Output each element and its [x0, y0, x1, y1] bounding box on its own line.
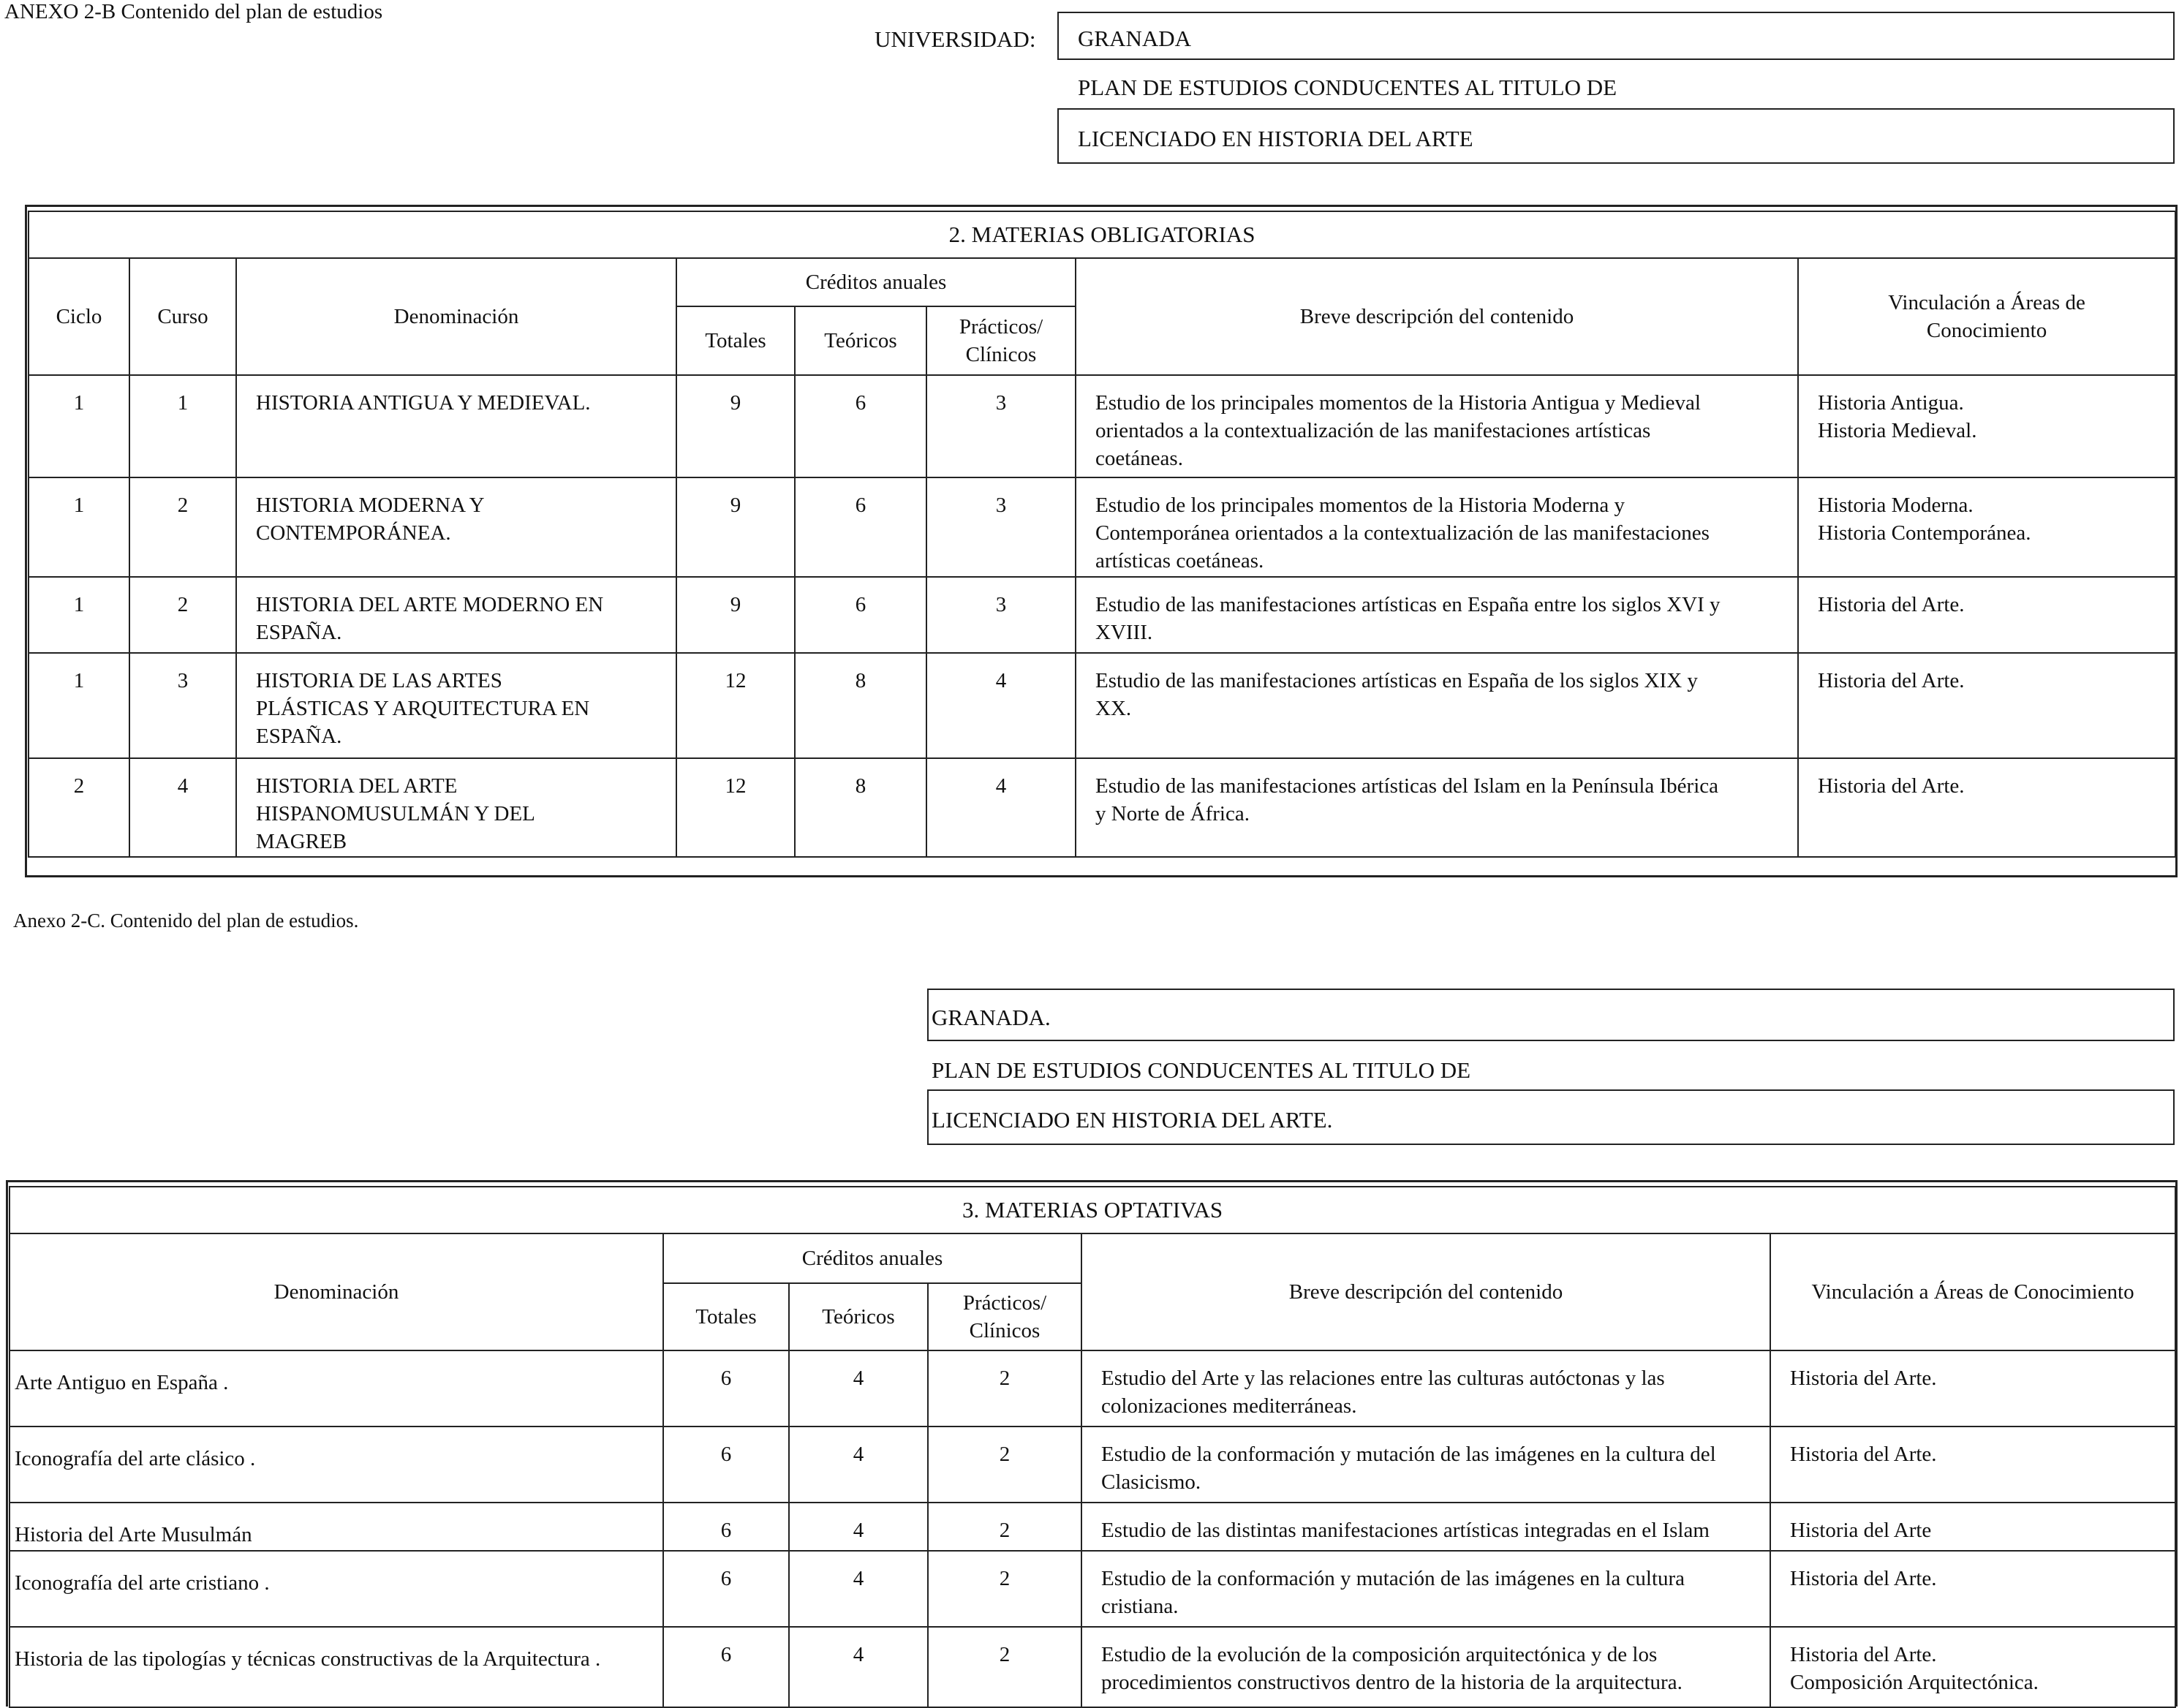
opt-descripcion-cell: Estudio de la evolución de la composición arquitectónica y de los procedimientos constructivos dentro de la historia de la arquitectura.	[1081, 1627, 1770, 1707]
opt-totales-cell: 6	[663, 1503, 789, 1551]
table-row	[10, 1551, 2175, 1627]
areas-cell: Historia del Arte.	[1798, 577, 2175, 653]
header-totales: Totales	[676, 306, 795, 375]
teoricos-cell: 6	[795, 477, 926, 577]
table-row	[10, 1627, 2175, 1707]
header-denominacion: Denominación	[236, 258, 676, 375]
table-row	[29, 477, 2175, 577]
header-practicos: Prácticos/ Clínicos	[926, 306, 1076, 375]
opt-teoricos-cell: 4	[789, 1503, 928, 1551]
curso-cell: 2	[129, 477, 236, 577]
practicos-cell: 3	[926, 477, 1076, 577]
descripcion-cell: Estudio de los principales momentos de la Historia Antigua y Medieval orientados a la contextualización de las manifestaciones artísticas coetáneas.	[1076, 375, 1798, 477]
university-label: UNIVERSIDAD:	[875, 26, 1036, 52]
teoricos-cell: 8	[795, 758, 926, 857]
opt-totales-cell: 6	[663, 1627, 789, 1707]
header-vinculacion: Vinculación a Áreas de Conocimiento	[1798, 258, 2175, 375]
totales-cell: 9	[676, 375, 795, 477]
opt-denominacion-cell: Historia de las tipologías y técnicas constructivas de la Arquitectura .	[10, 1627, 663, 1707]
teoricos-cell: 8	[795, 653, 926, 758]
opt-descripcion-cell: Estudio de la conformación y mutación de las imágenes en la cultura del Clasicismo.	[1081, 1427, 1770, 1503]
opt-practicos-cell: 2	[928, 1627, 1081, 1707]
header-teoricos: Teóricos	[795, 306, 926, 375]
university-c-box	[927, 989, 2175, 1041]
denominacion-cell: HISTORIA DEL ARTE HISPANOMUSULMÁN Y DEL MAGREB	[236, 758, 676, 857]
opt-areas-cell: Historia del Arte	[1770, 1503, 2175, 1551]
totales-cell: 9	[676, 577, 795, 653]
curso-cell: 4	[129, 758, 236, 857]
obligatorias-table	[28, 211, 2176, 858]
opt-teoricos-cell: 4	[789, 1627, 928, 1707]
descripcion-cell: Estudio de los principales momentos de la Historia Moderna y Contemporánea orientados a la contextualización de las manifestaciones artísticas coetáneas.	[1076, 477, 1798, 577]
table-row	[29, 758, 2175, 857]
totales-cell: 12	[676, 653, 795, 758]
practicos-cell: 3	[926, 577, 1076, 653]
opt-header-creditos: Créditos anuales	[663, 1233, 1081, 1283]
annex-c-heading: Anexo 2-C. Contenido del plan de estudios.	[13, 910, 359, 932]
practicos-cell: 4	[926, 758, 1076, 857]
degree-value: LICENCIADO EN HISTORIA DEL ARTE	[1078, 126, 1473, 151]
opt-practicos-cell: 2	[928, 1503, 1081, 1551]
opt-descripcion-cell: Estudio de la conformación y mutación de las imágenes en la cultura cristiana.	[1081, 1551, 1770, 1627]
denominacion-cell: HISTORIA MODERNA Y CONTEMPORÁNEA.	[236, 477, 676, 577]
opt-teoricos-cell: 4	[789, 1350, 928, 1427]
plan-c-label: PLAN DE ESTUDIOS CONDUCENTES AL TITULO DE	[932, 1057, 1471, 1083]
header-descripcion: Breve descripción del contenido	[1076, 258, 1798, 375]
areas-cell: Historia Antigua. Historia Medieval.	[1798, 375, 2175, 477]
opt-header-practicos: Prácticos/ Clínicos	[928, 1283, 1081, 1350]
ciclo-cell: 1	[29, 375, 129, 477]
opt-denominacion-cell: Arte Antiguo en España .	[10, 1350, 663, 1427]
opt-header-vinculacion: Vinculación a Áreas de Conocimiento	[1770, 1233, 2175, 1350]
denominacion-cell: HISTORIA DEL ARTE MODERNO EN ESPAÑA.	[236, 577, 676, 653]
degree-c-value: LICENCIADO EN HISTORIA DEL ARTE.	[932, 1107, 1333, 1133]
university-c-value: GRANADA.	[932, 1005, 1051, 1030]
opt-header-totales: Totales	[663, 1283, 789, 1350]
areas-cell: Historia Moderna. Historia Contemporánea.	[1798, 477, 2175, 577]
table-row	[29, 653, 2175, 758]
practicos-cell: 3	[926, 375, 1076, 477]
header-creditos: Créditos anuales	[676, 258, 1076, 306]
opt-totales-cell: 6	[663, 1551, 789, 1627]
opt-areas-cell: Historia del Arte.	[1770, 1551, 2175, 1627]
opt-header-descripcion: Breve descripción del contenido	[1081, 1233, 1770, 1350]
ciclo-cell: 1	[29, 477, 129, 577]
opt-areas-cell: Historia del Arte. Composición Arquitectónica.	[1770, 1627, 2175, 1707]
header-ciclo: Ciclo	[29, 258, 129, 375]
table-row	[29, 577, 2175, 653]
curso-cell: 1	[129, 375, 236, 477]
denominacion-cell: HISTORIA ANTIGUA Y MEDIEVAL.	[236, 375, 676, 477]
plan-label: PLAN DE ESTUDIOS CONDUCENTES AL TITULO DE	[1078, 75, 1617, 100]
opt-teoricos-cell: 4	[789, 1551, 928, 1627]
teoricos-cell: 6	[795, 375, 926, 477]
opt-denominacion-cell: Iconografía del arte cristiano .	[10, 1551, 663, 1627]
opt-descripcion-cell: Estudio de las distintas manifestaciones artísticas integradas en el Islam	[1081, 1503, 1770, 1551]
curso-cell: 3	[129, 653, 236, 758]
table-row	[10, 1350, 2175, 1427]
totales-cell: 12	[676, 758, 795, 857]
descripcion-cell: Estudio de las manifestaciones artísticas en España de los siglos XIX y XX.	[1076, 653, 1798, 758]
areas-cell: Historia del Arte.	[1798, 653, 2175, 758]
table-row	[10, 1503, 2175, 1551]
totales-cell: 9	[676, 477, 795, 577]
opt-header-teoricos: Teóricos	[789, 1283, 928, 1350]
university-box	[1057, 12, 2175, 60]
optativas-title: 3. MATERIAS OPTATIVAS	[10, 1187, 2175, 1233]
opt-practicos-cell: 2	[928, 1350, 1081, 1427]
opt-areas-cell: Historia del Arte.	[1770, 1427, 2175, 1503]
opt-practicos-cell: 2	[928, 1551, 1081, 1627]
opt-totales-cell: 6	[663, 1427, 789, 1503]
opt-header-denominacion: Denominación	[10, 1233, 663, 1350]
ciclo-cell: 1	[29, 577, 129, 653]
opt-denominacion-cell: Historia del Arte Musulmán	[10, 1503, 663, 1551]
degree-box	[1057, 108, 2175, 164]
annex-b-heading: ANEXO 2-B Contenido del plan de estudios	[4, 0, 383, 23]
university-value: GRANADA	[1078, 26, 1191, 51]
ciclo-cell: 1	[29, 653, 129, 758]
obligatorias-title: 2. MATERIAS OBLIGATORIAS	[29, 211, 2175, 258]
descripcion-cell: Estudio de las manifestaciones artísticas del Islam en la Península Ibérica y Norte de África.	[1076, 758, 1798, 857]
opt-denominacion-cell: Iconografía del arte clásico .	[10, 1427, 663, 1503]
opt-practicos-cell: 2	[928, 1427, 1081, 1503]
opt-areas-cell: Historia del Arte.	[1770, 1350, 2175, 1427]
optativas-table	[9, 1186, 2176, 1708]
descripcion-cell: Estudio de las manifestaciones artísticas en España entre los siglos XVI y XVIII.	[1076, 577, 1798, 653]
practicos-cell: 4	[926, 653, 1076, 758]
teoricos-cell: 6	[795, 577, 926, 653]
header-curso: Curso	[129, 258, 236, 375]
ciclo-cell: 2	[29, 758, 129, 857]
areas-cell: Historia del Arte.	[1798, 758, 2175, 857]
table-row	[29, 375, 2175, 477]
degree-c-box	[927, 1089, 2175, 1145]
opt-descripcion-cell: Estudio del Arte y las relaciones entre las culturas autóctonas y las colonizaciones mediterráneas.	[1081, 1350, 1770, 1427]
opt-totales-cell: 6	[663, 1350, 789, 1427]
denominacion-cell: HISTORIA DE LAS ARTES PLÁSTICAS Y ARQUITECTURA EN ESPAÑA.	[236, 653, 676, 758]
table-row	[10, 1427, 2175, 1503]
curso-cell: 2	[129, 577, 236, 653]
opt-teoricos-cell: 4	[789, 1427, 928, 1503]
